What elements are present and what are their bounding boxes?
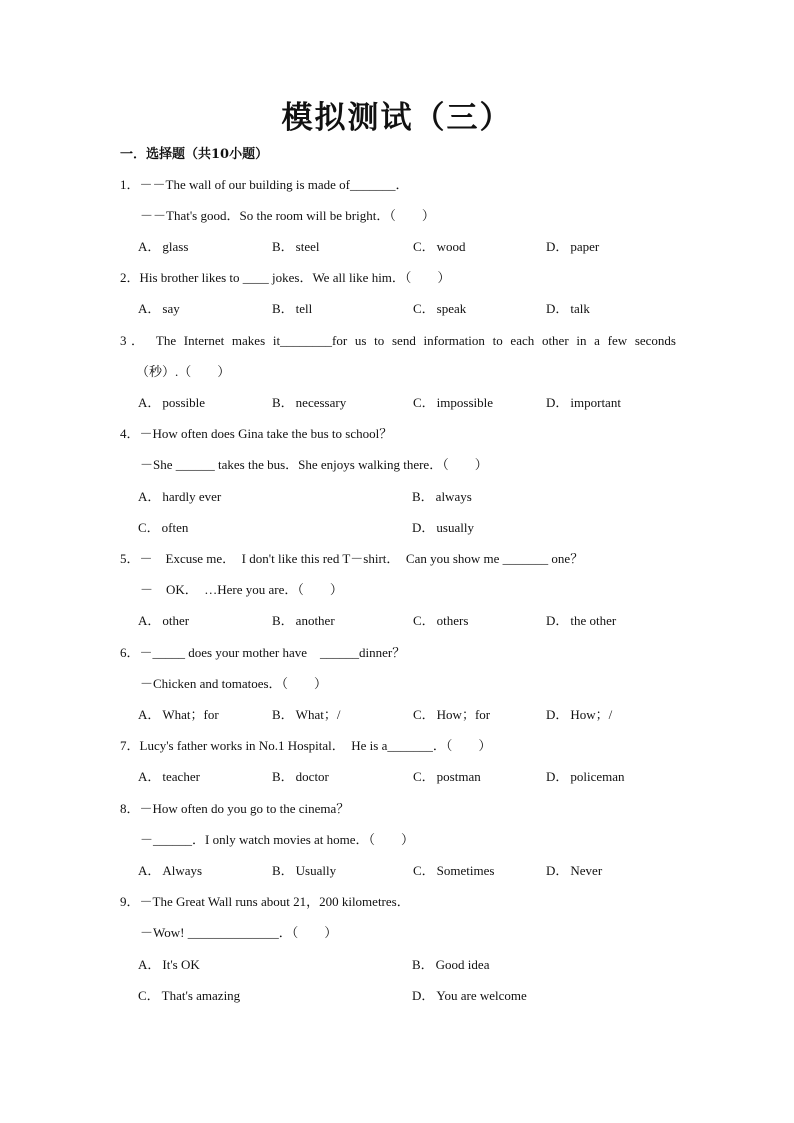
question-6-option-a[interactable] <box>138 705 219 725</box>
option-letter: C． <box>138 520 160 535</box>
option-letter: B． <box>412 489 434 504</box>
question-8-option-c[interactable] <box>413 861 494 881</box>
question-1-option-a[interactable] <box>138 237 188 257</box>
option-text: important <box>570 395 621 410</box>
option-text: doctor <box>295 769 329 784</box>
question-9-option-b[interactable] <box>412 955 489 975</box>
question-8-option-d[interactable] <box>546 861 602 881</box>
question-6-option-b[interactable] <box>272 705 340 725</box>
question-4-reply: －She ______ takes the bus．She enjoys walking there．（ ） <box>140 457 488 472</box>
option-letter: A． <box>138 769 161 784</box>
question-8-option-a[interactable] <box>138 861 202 881</box>
option-text: talk <box>570 301 590 316</box>
question-9-stem: 9．－The Great Wall runs about 21，200 kilometres． <box>120 894 410 909</box>
question-8-option-b[interactable] <box>272 861 336 881</box>
question-1-option-b[interactable] <box>272 237 320 257</box>
question-8-reply: －______．I only watch movies at home．（ ） <box>140 832 415 847</box>
question-6-option-c[interactable] <box>413 705 490 725</box>
question-7-option-c[interactable] <box>413 767 481 787</box>
option-letter: A． <box>138 863 161 878</box>
option-letter: B． <box>272 707 294 722</box>
option-letter: A． <box>138 957 161 972</box>
option-letter: D． <box>546 707 569 722</box>
option-letter: C． <box>413 863 435 878</box>
question-3-option-a[interactable] <box>138 393 205 413</box>
option-text: postman <box>436 769 481 784</box>
question-7-stem: 7．Lucy's father works in No.1 Hospital． He is a_______．（ ） <box>120 738 492 753</box>
question-5-option-a[interactable] <box>138 611 189 631</box>
option-text: glass <box>162 239 189 254</box>
option-letter: D． <box>546 613 569 628</box>
option-letter: C． <box>413 707 435 722</box>
option-text: the other <box>570 613 617 628</box>
option-letter: A． <box>138 239 161 254</box>
option-letter: D． <box>546 769 569 784</box>
option-letter: B． <box>272 613 294 628</box>
question-6-stem: 6．－_____ does your mother have ______dinner？ <box>120 645 406 660</box>
option-text: always <box>435 489 472 504</box>
option-text: steel <box>295 239 320 254</box>
question-6-option-d[interactable] <box>546 705 612 725</box>
option-letter: C． <box>413 395 435 410</box>
question-9-option-a[interactable] <box>138 955 200 975</box>
option-letter: D． <box>546 239 569 254</box>
option-text: It's OK <box>162 957 200 972</box>
option-text: teacher <box>162 769 200 784</box>
option-text: Usually <box>295 863 337 878</box>
question-3-stem: 3． The Internet makes it________for us to send information to each other in a few seconds <box>120 333 676 348</box>
question-1-stem: 1．－－The wall of our building is made of_______． <box>120 177 409 192</box>
option-text: impossible <box>436 395 494 410</box>
option-text: What；/ <box>295 707 341 722</box>
option-text: often <box>161 520 189 535</box>
question-2-stem: 2．His brother likes to ____ jokes．We all like him．（ ） <box>120 270 451 285</box>
question-4-option-b[interactable] <box>412 487 472 507</box>
option-text: other <box>162 613 190 628</box>
option-letter: B． <box>272 769 294 784</box>
option-text: You are welcome <box>436 988 527 1003</box>
question-3-option-d[interactable] <box>546 393 621 413</box>
question-2-option-b[interactable] <box>272 299 312 319</box>
question-9-option-d[interactable] <box>412 986 527 1006</box>
question-2-option-c[interactable] <box>413 299 466 319</box>
option-text: hardly ever <box>162 489 222 504</box>
question-4-option-d[interactable] <box>412 518 474 538</box>
question-3-stem-cont: （秒）.（ ） <box>136 364 231 379</box>
option-letter: D． <box>412 988 435 1003</box>
option-text: Good idea <box>435 957 490 972</box>
option-letter: C． <box>138 988 160 1003</box>
question-4-stem: 4．－How often does Gina take the bus to school？ <box>120 426 393 441</box>
option-letter: D． <box>546 395 569 410</box>
option-text: How；for <box>436 707 491 722</box>
option-text: usually <box>436 520 474 535</box>
option-letter: D． <box>546 863 569 878</box>
option-letter: B． <box>272 395 294 410</box>
option-letter: B． <box>272 863 294 878</box>
option-letter: C． <box>413 239 435 254</box>
question-5-stem: 5．－ Excuse me． I don't like this red T－shirt． Can you show me _______ one？ <box>120 551 584 566</box>
question-2-option-d[interactable] <box>546 299 590 319</box>
question-5-reply: － OK． …Here you are．（ ） <box>140 582 343 597</box>
option-letter: A． <box>138 707 161 722</box>
option-letter: C． <box>413 613 435 628</box>
question-4-option-c[interactable] <box>138 518 188 538</box>
option-text: What；for <box>162 707 219 722</box>
question-7-option-a[interactable] <box>138 767 200 787</box>
question-4-option-a[interactable] <box>138 487 221 507</box>
option-text: Always <box>162 863 203 878</box>
option-letter: D． <box>546 301 569 316</box>
option-text: tell <box>295 301 313 316</box>
question-5-option-b[interactable] <box>272 611 335 631</box>
question-1-reply: －－That's good．So the room will be bright．（ ） <box>140 208 435 223</box>
option-text: How；/ <box>570 707 613 722</box>
question-7-option-b[interactable] <box>272 767 329 787</box>
question-9-reply: －Wow! ______________．（ ） <box>140 925 338 940</box>
question-6-reply: －Chicken and tomatoes．（ ） <box>140 676 328 691</box>
option-text: say <box>162 301 180 316</box>
option-text: possible <box>162 395 206 410</box>
question-9-option-c[interactable] <box>138 986 240 1006</box>
question-1-option-d[interactable] <box>546 237 599 257</box>
option-text: speak <box>436 301 467 316</box>
option-text: That's amazing <box>161 988 241 1003</box>
question-3-option-c[interactable] <box>413 393 493 413</box>
page-title: 模拟测试（三） <box>281 100 513 136</box>
option-letter: C． <box>413 769 435 784</box>
option-text: wood <box>436 239 466 254</box>
option-text: policeman <box>570 769 625 784</box>
option-letter: D． <box>412 520 435 535</box>
option-letter: B． <box>272 301 294 316</box>
option-text: others <box>436 613 469 628</box>
question-5-option-d[interactable] <box>546 611 616 631</box>
option-text: Never <box>570 863 603 878</box>
option-letter: A． <box>138 395 161 410</box>
option-text: Sometimes <box>436 863 495 878</box>
question-3-option-b[interactable] <box>272 393 346 413</box>
question-2-option-a[interactable] <box>138 299 180 319</box>
question-7-option-d[interactable] <box>546 767 625 787</box>
option-letter: A． <box>138 301 161 316</box>
option-letter: B． <box>272 239 294 254</box>
option-text: necessary <box>295 395 347 410</box>
section-heading: 一．选择题（共10小题） <box>120 147 269 162</box>
option-letter: A． <box>138 613 161 628</box>
option-letter: A． <box>138 489 161 504</box>
question-8-stem: 8．－How often do you go to the cinema？ <box>120 801 350 816</box>
option-text: another <box>295 613 335 628</box>
option-text: paper <box>570 239 600 254</box>
question-1-option-c[interactable] <box>413 237 466 257</box>
question-5-option-c[interactable] <box>413 611 468 631</box>
option-letter: C． <box>413 301 435 316</box>
option-letter: B． <box>412 957 434 972</box>
